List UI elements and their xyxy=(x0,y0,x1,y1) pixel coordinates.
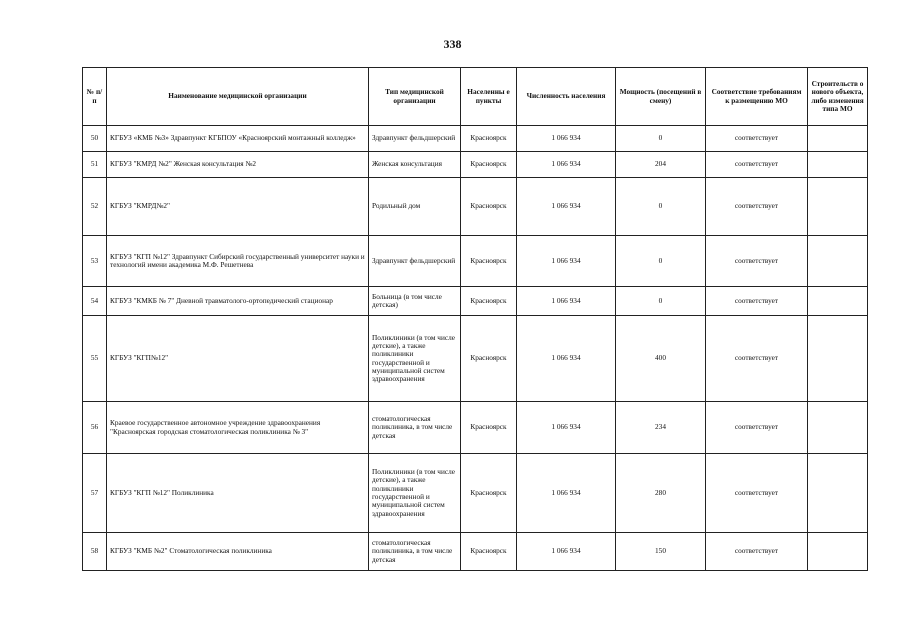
organization-type-cell: Здравпункт фельдшерский xyxy=(369,126,461,152)
capacity-cell: 204 xyxy=(616,152,706,178)
population-cell: 1 066 934 xyxy=(517,178,616,236)
organization-name-cell: КГБУЗ "КГП №12" Здравпункт Сибирский государственный университет науки и технологий имени академика М.Ф. Решетнева xyxy=(107,236,369,287)
row-number-cell: 53 xyxy=(83,236,107,287)
table-row xyxy=(83,402,868,454)
capacity-cell: 280 xyxy=(616,454,706,533)
capacity-cell: 0 xyxy=(616,178,706,236)
construction-cell xyxy=(808,287,868,316)
row-number-cell: 58 xyxy=(83,533,107,571)
capacity-cell: 0 xyxy=(616,236,706,287)
compliance-cell: соответствует xyxy=(706,152,808,178)
page-number: 338 xyxy=(443,37,462,51)
header-type: Тип медицинской организации xyxy=(369,68,461,126)
settlement-cell: Красноярск xyxy=(461,454,517,533)
header-construction: Строительств о нового объекта, либо изменения типа МО xyxy=(808,68,868,126)
population-cell: 1 066 934 xyxy=(517,126,616,152)
organization-type-cell: стоматологическая поликлиника, в том числе детская xyxy=(369,402,461,454)
compliance-cell: соответствует xyxy=(706,178,808,236)
table-row xyxy=(83,287,868,316)
table-row xyxy=(83,316,868,402)
row-number-cell: 57 xyxy=(83,454,107,533)
organization-type-cell: Родильный дом xyxy=(369,178,461,236)
settlement-cell: Красноярск xyxy=(461,178,517,236)
row-number-cell: 55 xyxy=(83,316,107,402)
organization-name-cell: КГБУЗ "КГП№12" xyxy=(107,316,369,402)
construction-cell xyxy=(808,152,868,178)
organization-name-cell: КГБУЗ "КМРД№2" xyxy=(107,178,369,236)
organization-type-cell: Здравпункт фельдшерский xyxy=(369,236,461,287)
row-number-cell: 51 xyxy=(83,152,107,178)
settlement-cell: Красноярск xyxy=(461,287,517,316)
organization-type-cell: Поликлиники (в том числе детские), а также поликлиники государственной и муниципальной систем здравоохранения xyxy=(369,454,461,533)
table-row xyxy=(83,126,868,152)
header-num: № п/п xyxy=(83,68,107,126)
settlement-cell: Красноярск xyxy=(461,533,517,571)
table-row xyxy=(83,236,868,287)
table-row xyxy=(83,152,868,178)
construction-cell xyxy=(808,178,868,236)
settlement-cell: Красноярск xyxy=(461,152,517,178)
organization-type-cell: стоматологическая поликлиника, в том числе детская xyxy=(369,533,461,571)
population-cell: 1 066 934 xyxy=(517,316,616,402)
organization-type-cell: Поликлиники (в том числе детские), а также поликлиники государственной и муниципальной систем здравоохранения xyxy=(369,316,461,402)
population-cell: 1 066 934 xyxy=(517,533,616,571)
organization-name-cell: Краевое государственное автономное учреждение здравоохранения "Красноярская городская стоматологическая поликлиника № 3" xyxy=(107,402,369,454)
header-name: Наименование медицинской организации xyxy=(107,68,369,126)
header-place: Населенны е пункты xyxy=(461,68,517,126)
construction-cell xyxy=(808,402,868,454)
population-cell: 1 066 934 xyxy=(517,152,616,178)
capacity-cell: 234 xyxy=(616,402,706,454)
compliance-cell: соответствует xyxy=(706,126,808,152)
compliance-cell: соответствует xyxy=(706,533,808,571)
medical-organizations-table xyxy=(82,67,868,571)
population-cell: 1 066 934 xyxy=(517,454,616,533)
population-cell: 1 066 934 xyxy=(517,287,616,316)
organization-type-cell: Женская консультация xyxy=(369,152,461,178)
compliance-cell: соответствует xyxy=(706,287,808,316)
construction-cell xyxy=(808,454,868,533)
organization-name-cell: КГБУЗ «КМБ №3» Здравпункт КГБПОУ «Красноярский монтажный колледж» xyxy=(107,126,369,152)
compliance-cell: соответствует xyxy=(706,316,808,402)
row-number-cell: 50 xyxy=(83,126,107,152)
capacity-cell: 0 xyxy=(616,126,706,152)
settlement-cell: Красноярск xyxy=(461,236,517,287)
population-cell: 1 066 934 xyxy=(517,402,616,454)
organization-name-cell: КГБУЗ "КМРД №2" Женская консультация №2 xyxy=(107,152,369,178)
capacity-cell: 0 xyxy=(616,287,706,316)
construction-cell xyxy=(808,126,868,152)
table-row xyxy=(83,454,868,533)
table-row xyxy=(83,533,868,571)
construction-cell xyxy=(808,236,868,287)
capacity-cell: 400 xyxy=(616,316,706,402)
header-compliance: Соответствие требованиям к размещению МО xyxy=(706,68,808,126)
compliance-cell: соответствует xyxy=(706,454,808,533)
population-cell: 1 066 934 xyxy=(517,236,616,287)
organization-name-cell: КГБУЗ "КМКБ № 7" Дневной травматолого-ортопедический стационар xyxy=(107,287,369,316)
construction-cell xyxy=(808,533,868,571)
row-number-cell: 52 xyxy=(83,178,107,236)
compliance-cell: соответствует xyxy=(706,402,808,454)
organization-type-cell: Больница (в том числе детская) xyxy=(369,287,461,316)
compliance-cell: соответствует xyxy=(706,236,808,287)
table-row xyxy=(83,178,868,236)
organization-name-cell: КГБУЗ "КГП №12" Поликлиника xyxy=(107,454,369,533)
header-capacity: Мощность (посещений в смену) xyxy=(616,68,706,126)
table-header-row xyxy=(83,68,868,126)
row-number-cell: 56 xyxy=(83,402,107,454)
row-number-cell: 54 xyxy=(83,287,107,316)
settlement-cell: Красноярск xyxy=(461,126,517,152)
header-population: Численность населения xyxy=(517,68,616,126)
settlement-cell: Красноярск xyxy=(461,402,517,454)
settlement-cell: Красноярск xyxy=(461,316,517,402)
organization-name-cell: КГБУЗ "КМБ №2" Стоматологическая поликлиника xyxy=(107,533,369,571)
capacity-cell: 150 xyxy=(616,533,706,571)
construction-cell xyxy=(808,316,868,402)
